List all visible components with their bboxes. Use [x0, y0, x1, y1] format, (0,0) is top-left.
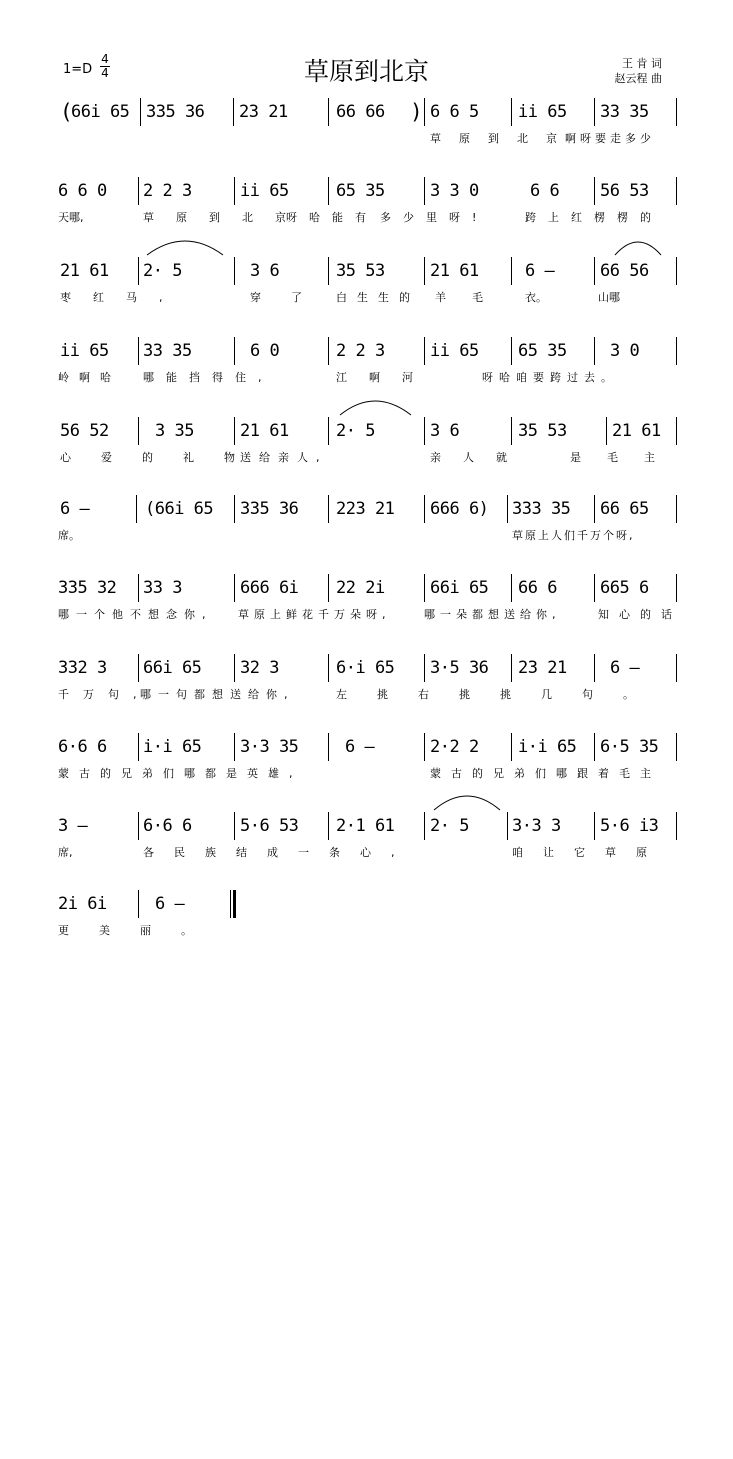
slur-mark [145, 235, 225, 257]
row-5-lyric-1: 送给亲人, [240, 451, 328, 464]
barline [138, 574, 139, 602]
barline [424, 574, 425, 602]
row-10-note-4: 2· 5 [430, 816, 469, 836]
barline [676, 177, 677, 205]
row-1-note-8: 33 35 [600, 102, 649, 122]
row-8-lyric-0: 千万句, [58, 688, 151, 701]
barline [328, 337, 329, 365]
barline [328, 812, 329, 840]
row-7-note-3: 22 2i [336, 578, 385, 598]
row-2-lyric-4: 跨上红楞楞的 [525, 211, 663, 224]
barline [233, 98, 234, 126]
barline [424, 733, 425, 761]
row-10-lyric-0: 席, [58, 846, 73, 859]
row-5-note-5: 35 53 [518, 421, 567, 441]
barline [328, 495, 329, 523]
barline [328, 574, 329, 602]
score-row-8 [0, 652, 733, 732]
row-1-note-3: 23 21 [239, 102, 288, 122]
row-3-note-2: 3 6 [250, 261, 280, 281]
row-2-lyric-0: 天哪, [58, 211, 84, 224]
row-8-lyric-2: 左挑右挑挑几句。 [336, 688, 664, 701]
row-10-lyric-2: 咱让它草原 [512, 846, 667, 859]
row-3-note-0: 21 61 [60, 261, 109, 281]
row-10-note-1: 6·6 6 [143, 816, 192, 836]
barline [594, 812, 595, 840]
score-row-9 [0, 731, 733, 811]
barline [676, 654, 677, 682]
barline [234, 733, 235, 761]
row-2-note-2: ii 65 [240, 181, 289, 201]
barline [234, 337, 235, 365]
row-1-note-0: ( [60, 100, 73, 124]
row-3-lyric-3: 羊毛 [435, 291, 509, 304]
row-4-note-0: ii 65 [60, 341, 109, 361]
row-5-lyric-0: 心爱的礼物 [60, 451, 265, 464]
barline [234, 812, 235, 840]
barline [594, 574, 595, 602]
barline [328, 98, 329, 126]
barline [511, 257, 512, 285]
row-3-note-6: 66 56 [600, 261, 649, 281]
row-11-note-0: 2i 6i [58, 894, 107, 914]
barline [328, 417, 329, 445]
barline [424, 177, 425, 205]
row-9-note-2: 3·3 35 [240, 737, 299, 757]
barline [234, 654, 235, 682]
row-3-note-3: 35 53 [336, 261, 385, 281]
score-row-6 [0, 493, 733, 573]
row-6-note-6: 66 65 [600, 499, 649, 519]
barline [676, 417, 677, 445]
row-10-note-2: 5·6 53 [240, 816, 299, 836]
row-5-lyric-3: 是毛主 [570, 451, 681, 464]
barline [424, 337, 425, 365]
row-1-lyric-0: 草原到北京 [430, 132, 575, 145]
barline [424, 417, 425, 445]
score-row-1 [0, 96, 733, 176]
score-row-10 [0, 810, 733, 890]
slur-mark [613, 235, 663, 257]
row-9-lyric-0: 蒙古的兄弟们哪都是英雄, [58, 767, 303, 780]
barline [511, 337, 512, 365]
barline [424, 654, 425, 682]
row-7-lyric-2: 哪一朵都想送给你, [424, 608, 561, 621]
row-2-note-5: 6 6 [530, 181, 560, 201]
song-title: 草原到北京 [303, 57, 429, 86]
row-3-lyric-1: 穿了 [250, 291, 332, 304]
row-3-lyric-2: 白生生的 [336, 291, 420, 304]
barline [511, 417, 512, 445]
row-1-note-5: ) [410, 100, 423, 124]
barline [234, 574, 235, 602]
row-7-lyric-1: 草原上鲜花千万朵呀, [238, 608, 391, 621]
row-6-note-2: 335 36 [240, 499, 299, 519]
row-3-note-1: 2· 5 [143, 261, 182, 281]
barline [424, 98, 425, 126]
row-5-note-0: 56 52 [60, 421, 109, 441]
row-6-lyric-1: 草原上人们千万个呀, [512, 529, 635, 542]
row-8-lyric-1: 哪一句都想送给你, [140, 688, 295, 701]
barline [676, 257, 677, 285]
row-6-note-3: 223 21 [336, 499, 395, 519]
row-5-lyric-2: 亲人就 [430, 451, 529, 464]
time-signature-bottom: 4 [101, 66, 109, 80]
row-9-note-0: 6·6 6 [58, 737, 107, 757]
barline [676, 812, 677, 840]
row-3-lyric-0: 枣红马, [60, 291, 185, 304]
row-10-note-0: 3 – [58, 816, 88, 836]
barline [594, 337, 595, 365]
row-1-note-4: 66 66 [336, 102, 385, 122]
score-row-3 [0, 255, 733, 335]
row-9-note-4: 2·2 2 [430, 737, 479, 757]
row-7-note-1: 33 3 [143, 578, 182, 598]
row-2-lyric-3: 多少里呀! [380, 211, 489, 224]
time-signature-top: 4 [101, 52, 109, 66]
slur-mark [338, 395, 413, 417]
barline [676, 733, 677, 761]
row-5-note-6: 21 61 [612, 421, 661, 441]
row-1-note-7: ii 65 [518, 102, 567, 122]
barline [234, 257, 235, 285]
row-9-note-6: 6·5 35 [600, 737, 659, 757]
final-barline-thick [233, 890, 236, 918]
key-signature: 1=D [63, 62, 93, 77]
barline [511, 654, 512, 682]
barline [234, 495, 235, 523]
score-row-7 [0, 572, 733, 652]
row-8-note-1: 66i 65 [143, 658, 202, 678]
row-4-lyric-2: 江啊河 [336, 371, 435, 384]
barline [606, 417, 607, 445]
row-9-note-1: i·i 65 [143, 737, 202, 757]
row-9-note-5: i·i 65 [518, 737, 577, 757]
row-8-note-5: 23 21 [518, 658, 567, 678]
row-2-lyric-2: 呀哈能有 [286, 211, 378, 224]
barline [138, 654, 139, 682]
row-7-lyric-3: 知心的话 [598, 608, 682, 621]
score-row-5 [0, 415, 733, 495]
row-6-note-4: 666 6) [430, 499, 489, 519]
barline [511, 98, 512, 126]
score-row-11 [0, 888, 733, 968]
barline [594, 98, 595, 126]
row-7-note-5: 66 6 [518, 578, 557, 598]
row-5-note-2: 21 61 [240, 421, 289, 441]
row-10-note-5: 3·3 3 [512, 816, 561, 836]
row-3-lyric-5: 山哪 [598, 291, 620, 304]
barline [328, 257, 329, 285]
row-10-note-3: 2·1 61 [336, 816, 395, 836]
row-2-note-0: 6 6 0 [58, 181, 107, 201]
row-11-lyric-0: 更美丽。 [58, 924, 222, 937]
barline [136, 495, 137, 523]
barline [138, 177, 139, 205]
barline [511, 733, 512, 761]
barline [594, 733, 595, 761]
lyricist: 王 肯 词 [622, 57, 662, 70]
credits [592, 56, 662, 86]
row-7-note-0: 335 32 [58, 578, 117, 598]
row-1-note-2: 335 36 [146, 102, 205, 122]
barline [328, 177, 329, 205]
row-6-lyric-0: 席。 [58, 529, 80, 542]
barline [507, 812, 508, 840]
barline [138, 257, 139, 285]
row-4-lyric-1: 哪能挡得住, [143, 371, 274, 384]
row-5-note-3: 2· 5 [336, 421, 375, 441]
barline [676, 495, 677, 523]
row-7-note-6: 665 6 [600, 578, 649, 598]
row-1-lyric-1: 啊呀要走多少 [565, 132, 655, 145]
barline [138, 417, 139, 445]
slur-mark [432, 790, 502, 812]
row-9-lyric-1: 蒙古的兄弟们哪跟着毛主 [430, 767, 661, 780]
barline [676, 574, 677, 602]
barline [424, 495, 425, 523]
row-1-note-6: 6 6 5 [430, 102, 479, 122]
barline [507, 495, 508, 523]
row-8-note-4: 3·5 36 [430, 658, 489, 678]
row-2-note-6: 56 53 [600, 181, 649, 201]
row-4-note-4: ii 65 [430, 341, 479, 361]
barline [138, 812, 139, 840]
row-2-note-4: 3 3 0 [430, 181, 479, 201]
barline [511, 574, 512, 602]
row-5-note-1: 3 35 [155, 421, 194, 441]
row-1-note-1: 66i 65 [71, 102, 130, 122]
barline [234, 177, 235, 205]
barline [138, 337, 139, 365]
row-4-note-5: 65 35 [518, 341, 567, 361]
row-6-note-5: 333 35 [512, 499, 571, 519]
row-3-note-5: 6 – [525, 261, 555, 281]
row-8-note-3: 6·i 65 [336, 658, 395, 678]
barline [594, 257, 595, 285]
row-2-note-1: 2 2 3 [143, 181, 192, 201]
row-8-note-2: 32 3 [240, 658, 279, 678]
barline [676, 337, 677, 365]
row-10-lyric-1: 各民族结成一条心, [143, 846, 415, 859]
row-9-note-3: 6 – [345, 737, 375, 757]
row-8-note-6: 6 – [610, 658, 640, 678]
row-7-note-4: 66i 65 [430, 578, 489, 598]
row-4-note-1: 33 35 [143, 341, 192, 361]
row-10-note-6: 5·6 i3 [600, 816, 659, 836]
barline [234, 417, 235, 445]
row-7-note-2: 666 6i [240, 578, 299, 598]
row-8-note-0: 332 3 [58, 658, 107, 678]
row-4-lyric-0: 岭啊哈 [58, 371, 121, 384]
row-2-note-3: 65 35 [336, 181, 385, 201]
barline [594, 495, 595, 523]
row-6-note-0: 6 – [60, 499, 90, 519]
row-4-note-3: 2 2 3 [336, 341, 385, 361]
barline [594, 654, 595, 682]
row-3-lyric-4: 衣。 [525, 291, 547, 304]
barline [328, 733, 329, 761]
row-4-note-2: 6 0 [250, 341, 280, 361]
row-4-note-6: 3 0 [610, 341, 640, 361]
row-2-lyric-1: 草原到北京 [143, 211, 308, 224]
row-7-lyric-0: 哪一个他不想念你, [58, 608, 213, 621]
final-barline-thin [230, 890, 231, 918]
row-11-note-1: 6 – [155, 894, 185, 914]
barline [424, 812, 425, 840]
barline [676, 98, 677, 126]
row-3-note-4: 21 61 [430, 261, 479, 281]
barline [424, 257, 425, 285]
barline [138, 890, 139, 918]
row-4-lyric-3: 呀哈咱要跨过去。 [482, 371, 618, 384]
barline [140, 98, 141, 126]
composer: 赵云程 曲 [614, 72, 662, 85]
barline [328, 654, 329, 682]
row-6-note-1: (66i 65 [145, 499, 214, 519]
row-5-note-4: 3 6 [430, 421, 460, 441]
barline [138, 733, 139, 761]
barline [594, 177, 595, 205]
